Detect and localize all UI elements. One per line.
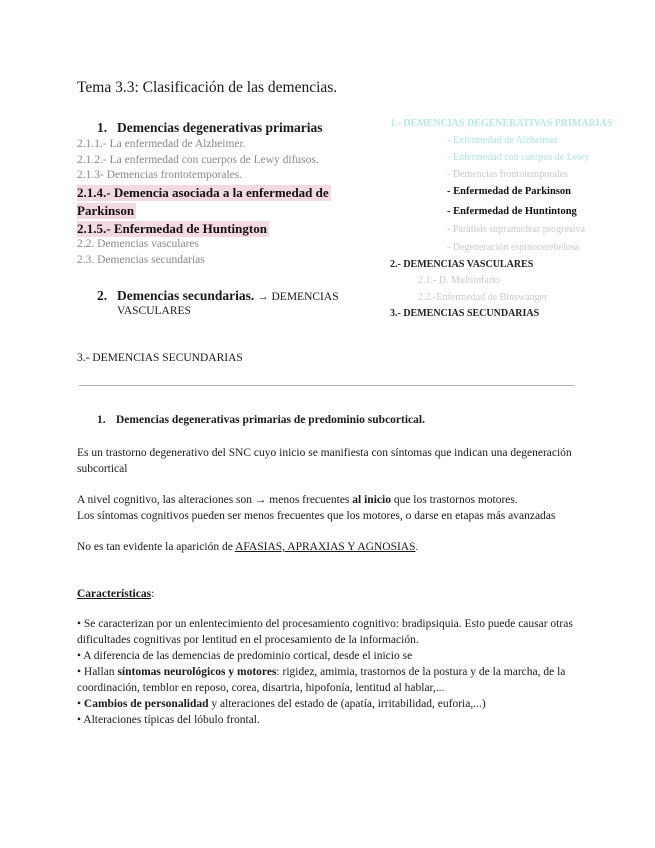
caracteristicas-heading	[77, 586, 577, 602]
outline-item-2-arrow: → DEMENCIAS	[254, 291, 339, 303]
scheme-heading-1: 1.- DEMENCIAS DEGENERATIVAS PRIMARIAS	[390, 118, 613, 129]
highlight-parkinson-line-1: 2.1.4.- Demencia asociada a la enfermedad de	[77, 185, 329, 200]
subsection-heading	[97, 414, 425, 426]
outline-sub-vasculares: 2.2. Demencias vasculares	[77, 238, 199, 250]
section-3-heading: 3.- DEMENCIAS SECUNDARIAS	[77, 352, 243, 364]
scheme-heading-3: 3.- DEMENCIAS SECUNDARIAS	[390, 308, 540, 317]
bullet-personalidad-a: •	[77, 698, 84, 710]
bullet-personalidad	[77, 696, 577, 712]
caracteristicas-colon: :	[151, 588, 155, 600]
scheme-item-parkinson: - Enfermedad de Parkinson	[447, 186, 571, 197]
outline-sub-3: 2.1.3- Demencias frontotemporales.	[77, 169, 243, 181]
outline-item-2-number: 2.	[97, 288, 108, 303]
scheme-item-binswanger: 2.2.-Enfermedad de Binswanger	[418, 292, 548, 303]
paragraph-afasias-underlined: AFASIAS, APRAXIAS Y AGNOSIAS	[235, 541, 416, 553]
paragraph-afasias	[77, 539, 577, 555]
outline-item-1	[97, 120, 322, 136]
bullet-personalidad-c: y alteraciones del estado de (apatía, irritabilidad, euforia,...)	[208, 698, 486, 710]
outline-item-1-number: 1.	[97, 120, 108, 135]
scheme-item-espinocerebelosa: - Degeneración espinocerebelosa	[447, 242, 580, 253]
separator-line	[79, 385, 574, 386]
bullet-sintomas-c: : rigidez, amimia, trastornos de la postura y de la marcha, de la coordinación, temblor en reposo, corea, disartria, hipofonía, lentitud al hablar,...	[77, 666, 566, 694]
paragraph-definition: Es un trastorno degenerativo del SNC cuyo inicio se manifiesta con síntomas que indican una degeneración subcortical	[77, 447, 572, 475]
outline-item-2	[97, 288, 339, 304]
scheme-heading-2: 2.- DEMENCIAS VASCULARES	[390, 259, 534, 270]
page-title: Tema 3.3: Clasificación de las demencias.	[77, 79, 338, 96]
outline-sub-secundarias: 2.3. Demencias secundarias	[77, 254, 205, 266]
subsection-number: 1.	[97, 414, 106, 426]
highlight-huntington: 2.1.5.- Enfermedad de Huntington	[77, 221, 267, 236]
highlight-parkinson-line-2: Parkinson	[77, 203, 135, 218]
paragraph-cognitive	[77, 492, 577, 508]
scheme-item-multiinfarto: 2.1.- D. Multiinfarto	[418, 275, 500, 286]
paragraph-cognitive-bold: al inicio	[352, 494, 391, 506]
scheme-item-paralisis: - Parálisis supranuclear progresiva	[447, 224, 586, 235]
outline-item-2-continuation: VASCULARES	[117, 305, 191, 317]
paragraph-afasias-c: .	[415, 541, 419, 553]
bullet-sintomas-a: • Hallan	[77, 666, 118, 678]
outline-sub-2: 2.1.2.- La enfermedad con cuerpos de Lewy difusos.	[77, 154, 319, 166]
bullet-sintomas	[77, 664, 579, 696]
outline-item-1-label: Demencias degenerativas primarias	[117, 120, 323, 135]
bullet-lobulo-frontal: • Alteraciones típicas del lóbulo frontal.	[77, 714, 260, 726]
bullet-sintomas-bold: síntomas neurológicos y motores	[117, 666, 277, 678]
paragraph-afasias-a: No es tan evidente la aparición de	[77, 541, 236, 553]
scheme-item-frontotemporales: - Demencias frontotemporales	[447, 169, 569, 180]
bullet-diferencia: • A diferencia de las demencias de predominio cortical, desde el inicio se	[77, 650, 413, 662]
paragraph-cognitive-a: A nivel cognitivo, las alteraciones son → menos frecuentes	[77, 494, 353, 506]
paragraph-cognitive-c: que los trastornos motores.	[390, 494, 518, 506]
paragraph-cognitive-2: Los síntomas cognitivos pueden ser menos frecuentes que los motores, o darse en etapas más avanzadas	[77, 510, 556, 522]
subsection-title: Demencias degenerativas primarias de predominio subcortical.	[116, 414, 425, 426]
outline-item-2-label: Demencias secundarias.	[117, 288, 255, 303]
bullet-personalidad-bold: Cambios de personalidad	[83, 698, 209, 710]
scheme-item-alzheimer: - Enfermedad de Alzheimer	[447, 135, 558, 146]
scheme-item-huntington: - Enfermedad de Huntintong	[447, 206, 577, 217]
caracteristicas-label: Características	[77, 588, 152, 600]
outline-sub-1: 2.1.1.- La enfermedad de Alzheimer.	[77, 138, 246, 150]
scheme-item-lewy: - Enfermedad con cuerpos de Lewy	[447, 152, 590, 163]
bullet-bradipsiquia: • Se caracterizan por un enlentecimiento del procesamiento cognitivo: bradipsiquia. Esto puede causar otras dificultades cognitivas por lentitud en el procesamiento de la información.	[77, 618, 573, 646]
